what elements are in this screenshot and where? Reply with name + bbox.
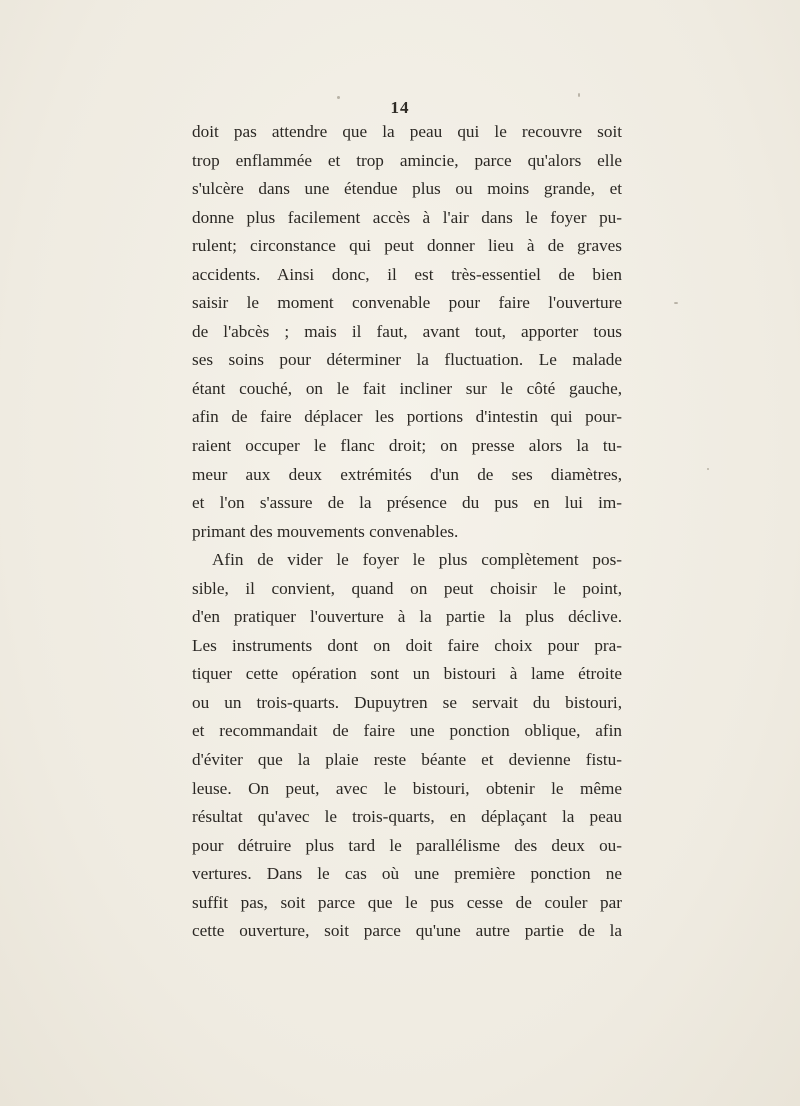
text-line: doit pas attendre que la peau qui le recouvre soit bbox=[192, 122, 622, 141]
paper-speck bbox=[674, 302, 678, 304]
text-line: ou un trois-quarts. Dupuytren se servait du bistouri, bbox=[192, 692, 622, 712]
text-line: rulent; circonstance qui peut donner lieu à de graves bbox=[192, 236, 622, 256]
text-line: primant des mouvements convenables. bbox=[192, 521, 459, 541]
text-line: afin de faire déplacer les portions d'intestin qui pour- bbox=[192, 407, 622, 427]
text-line: meur aux deux extrémités d'un de ses diamètres, bbox=[192, 464, 622, 484]
text-line: Les instruments dont on doit faire choix pour pra- bbox=[192, 635, 622, 655]
text-line: ses soins pour déterminer la fluctuation. Le malade bbox=[192, 350, 622, 370]
text-line: suffit pas, soit parce que le pus cesse de couler par bbox=[192, 892, 622, 912]
text-line: de l'abcès ; mais il faut, avant tout, apporter tous bbox=[192, 321, 622, 341]
text-line: tiquer cette opération sont un bistouri à lame étroite bbox=[192, 664, 622, 684]
text-line: sible, il convient, quand on peut choisir le point, bbox=[192, 578, 622, 598]
text-line: cette ouverture, soit parce qu'une autre partie de la bbox=[192, 921, 622, 941]
text-line: saisir le moment convenable pour faire l'ouverture bbox=[192, 293, 622, 313]
text-line: Afin de vider le foyer le plus complètement pos- bbox=[212, 550, 622, 570]
text-line: vertures. Dans le cas où une première ponction ne bbox=[192, 864, 622, 884]
text-line: pour détruire plus tard le parallélisme des deux ou- bbox=[192, 835, 622, 855]
page-number: 14 bbox=[390, 98, 410, 117]
text-line: raient occuper le flanc droit; on presse alors la tu- bbox=[192, 436, 622, 456]
text-line: résultat qu'avec le trois-quarts, en déplaçant la peau bbox=[192, 807, 622, 827]
text-line: et l'on s'assure de la présence du pus en lui im- bbox=[192, 493, 622, 513]
text-line: et recommandait de faire une ponction oblique, afin bbox=[192, 721, 622, 741]
text-line: étant couché, on le fait incliner sur le côté gauche, bbox=[192, 378, 622, 398]
paper-speck bbox=[578, 93, 580, 97]
body-text bbox=[192, 118, 622, 946]
text-line: d'éviter que la plaie reste béante et devienne fistu- bbox=[192, 750, 622, 770]
text-line: d'en pratiquer l'ouverture à la partie la plus déclive. bbox=[192, 607, 622, 627]
text-line: s'ulcère dans une étendue plus ou moins grande, et bbox=[192, 179, 622, 199]
text-line: accidents. Ainsi donc, il est très-essentiel de bien bbox=[192, 264, 622, 284]
paper-speck bbox=[707, 468, 709, 470]
text-line: trop enflammée et trop amincie, parce qu'alors elle bbox=[192, 150, 622, 170]
text-line: leuse. On peut, avec le bistouri, obtenir le même bbox=[192, 778, 622, 798]
text-line: donne plus facilement accès à l'air dans le foyer pu- bbox=[192, 207, 622, 227]
